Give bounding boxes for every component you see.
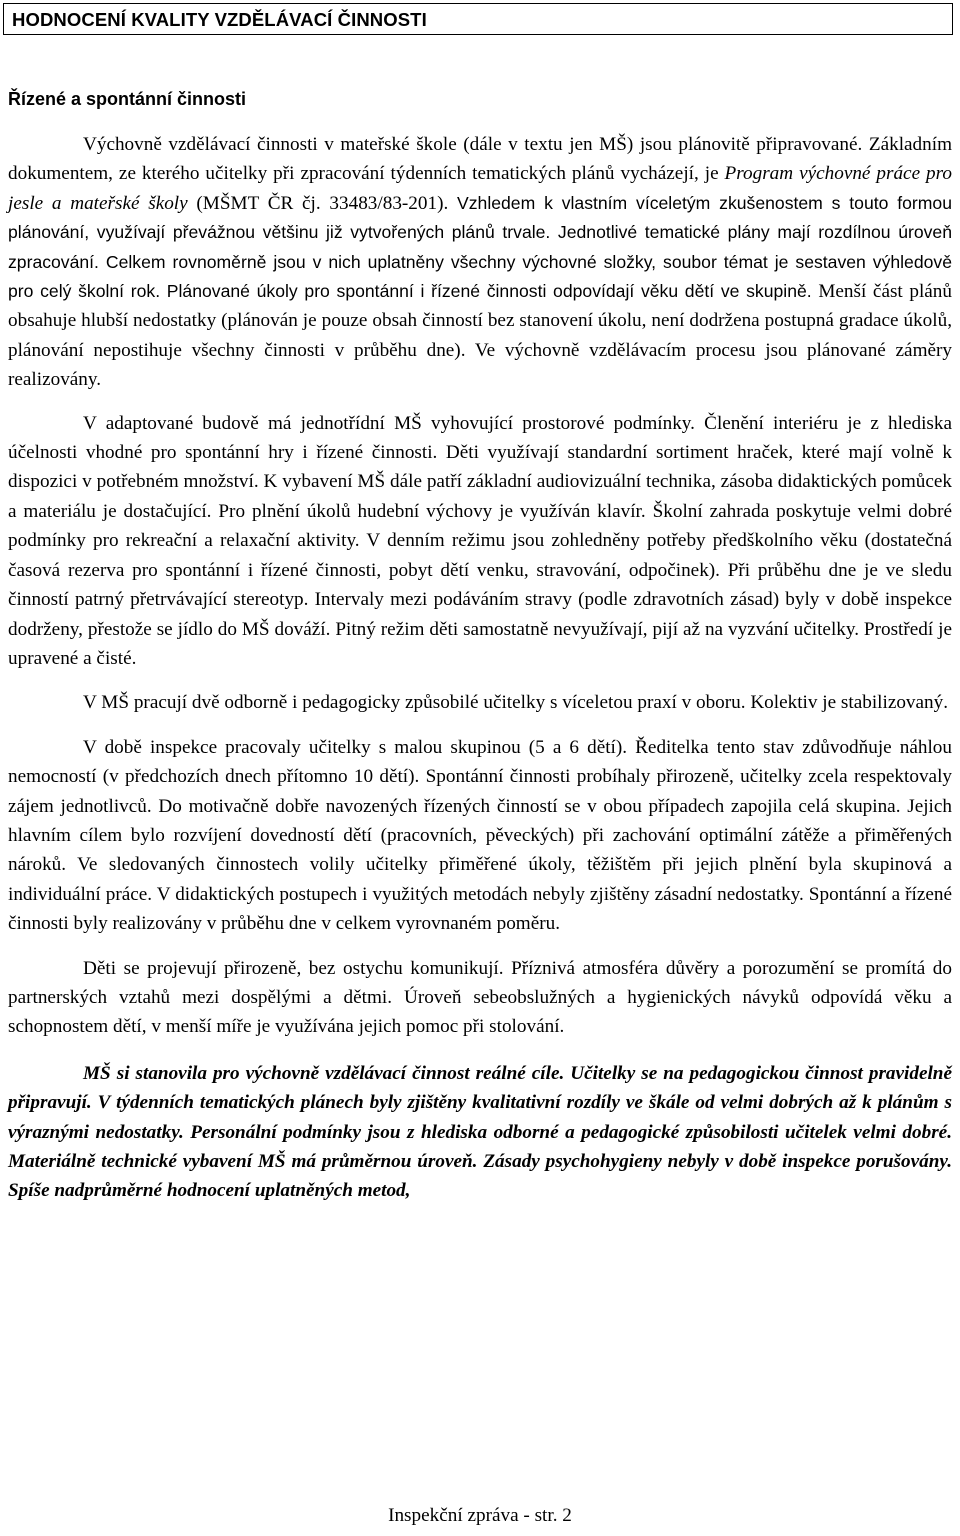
page-footer: Inspekční zpráva - str. 2 — [388, 1505, 572, 1526]
paragraph-text: Vzhledem k vlastním víceletým zkušenostem s touto formou plánování, využívají převážnou většinu již vytvořených plánů trvale. Jednotlivé tematické plány mají rozdílnou úroveň zpracování. Celkem rovnoměrně jsou v nich uplatněny všechny výchovné složky, soubor témat je sestaven výhledově pro celý školní rok. Plánované úkoly pro spontánní i řízené činnosti odpovídají věku dětí ve skupině. — [8, 192, 953, 302]
document-body — [8, 130, 952, 1206]
paragraph-text: (MŠMT ČR čj. 33483/83-201). — [187, 192, 458, 214]
document-title: HODNOCENÍ KVALITY VZDĚLÁVACÍ ČINNOSTI — [12, 9, 427, 30]
paragraph: Děti se projevují přirozeně, bez ostychu komunikují. Příznivá atmosféra důvěry a porozumění se promítá do partnerských vztahů mezi dospělými a dětmi. Úroveň sebeobslužných a hygienických návyků odpovídá věku a schopnostem dětí, v menší míře je využívána jejich pomoc při stolování. — [8, 957, 952, 1038]
section-heading: Řízené a spontánní činnosti — [8, 89, 247, 109]
summary-paragraph: MŠ si stanovila pro výchovně vzdělávací činnost reálné cíle. Učitelky se na pedagogickou činnost pravidelně připravují. V týdenních tematických plánech byly zjištěny kvalitativní rozdíly ve škále od velmi dobrých až k plánům s výraznými nedostatky. Personální podmínky jsou z hlediska odborné a pedagogické způsobilosti učitelek velmi dobré. Materiálně technické vybavení MŠ má průměrnou úroveň. Zásady psychohygieny nebyly v době inspekce porušovány. Spíše nadprůměrné hodnocení uplatněných metod, — [8, 1062, 952, 1202]
paragraph: V době inspekce pracovaly učitelky s malou skupinou (5 a 6 dětí). Ředitelka tento stav zdůvodňuje náhlou nemocností (v předchozích dnech přítomno 10 dětí). Spontánní činnosti probíhaly přirozeně, učitelky zcela respektovaly zájem jednotlivců. Do motivačně dobře navozených řízených činností se v obou případech zapojila celá skupina. Jejich hlavním cílem bylo rozvíjení dovedností dětí (pracovních, pěveckých) při zachování optimální zátěže a přiměřených nároků. Ve sledovaných činnostech volily učitelky přiměřené úkoly, těžištěm při jejich plnění byla skupinová a individuální práce. V didaktických postupech i využitých metodách nebyly zjištěny zásadní nedostatky. Spontánní a řízené činnosti byly realizovány v průběhu dne v celkem vyrovnaném poměru. — [8, 736, 952, 935]
paragraph-text: Výchovně vzdělávací činnosti v mateřské škole (dále v textu jen MŠ) jsou plánovitě připravované. Základním dokumentem, ze kterého učitelky při zpracování týdenních tematických plánů vycházejí, je — [8, 134, 952, 185]
paragraph: V adaptované budově má jednotřídní MŠ vyhovující prostorové podmínky. Členění interiéru je z hlediska účelnosti vhodné pro spontánní hry i řízené činnosti. Děti využívají standardní sortiment hraček, které mají volně k dispozici v potřebném množství. K vybavení MŠ dále patří základní audiovizuální technika, zásoba didaktických pomůcek a materiálu je dostačující. Pro plnění úkolů hudební výchovy je využíván klavír. Školní zahrada poskytuje velmi dobré podmínky pro rekreační a relaxační aktivity. V denním režimu jsou zohledněny potřeby předškolního věku (dostatečná časová rezerva pro spontánní i řízené činnosti, pobyt dětí venku, stravování, odpočinek). Při průběhu dne je ve sledu činností patrný přetrvávající stereotyp. Intervaly mezi podáváním stravy (podle zdravotních zásad) byly v době inspekce dodrženy, přestože se jídlo do MŠ dováží. Pitný režim děti samostatně nevyužívají, pijí až na vyzvání učitelky. Prostředí je upravené a čisté. — [8, 412, 952, 669]
header-box — [3, 3, 953, 35]
paragraph-text: Menší část plánů obsahuje hlubší nedostatky (plánován je pouze obsah činností bez stanovení úkolu, není dodržena postupná gradace úkolů, plánování nepostihuje všechny činnosti v průběhu dne). Ve výchovně vzdělávacím procesu jsou plánované záměry realizovány. — [8, 281, 952, 391]
program-name: Program výchovné práce pro jesle a mateřské školy — [8, 163, 952, 214]
paragraph — [8, 130, 952, 395]
paragraph: V MŠ pracují dvě odborně i pedagogicky způsobilé učitelky s víceletou praxí v oboru. Kolektiv je stabilizovaný. — [83, 692, 949, 714]
